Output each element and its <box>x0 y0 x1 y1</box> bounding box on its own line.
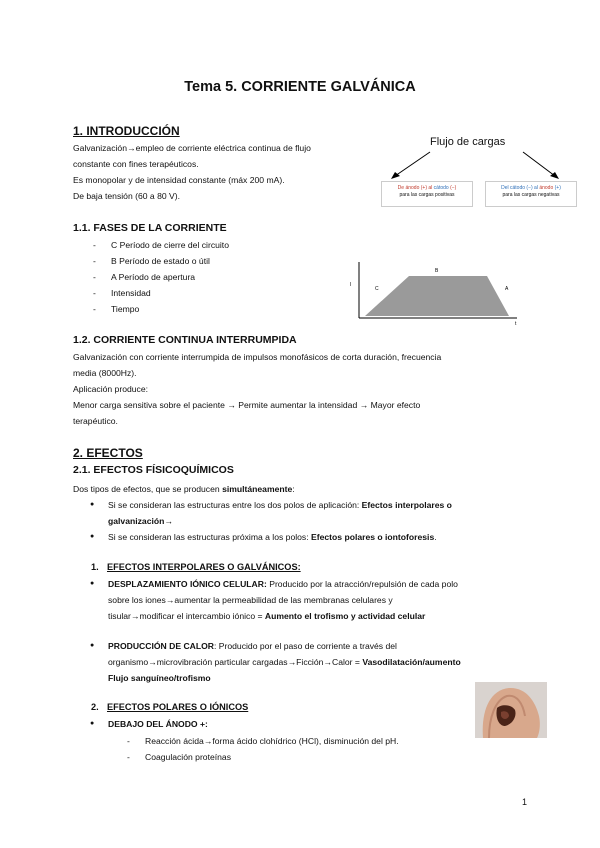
text-line: media (8000Hz). <box>73 368 137 378</box>
intro-heading: 1. INTRODUCCIÓN <box>73 124 180 138</box>
effects-intro: Dos tipos de efectos, que se producen simultáneamente: <box>73 484 295 494</box>
intro-line: Galvanización→empleo de corriente eléctrica continua de flujo <box>73 143 311 153</box>
intro-text <box>73 140 373 204</box>
effects-heading: 2. EFECTOS <box>73 446 143 460</box>
intro-line: De baja tensión (60 a 80 V). <box>73 191 181 201</box>
text-line: terapéutico. <box>73 416 118 426</box>
label-i: I <box>350 282 352 288</box>
interrupted-text <box>73 349 533 429</box>
text-line: Galvanización con corriente interrumpida de impulsos monofásicos de corta duración, frecuencia <box>73 352 442 362</box>
interrupted-heading: 1.2. CORRIENTE CONTINUA INTERRUMPIDA <box>73 334 297 346</box>
text-line: Menor carga sensitiva sobre el paciente → Permite aumentar la intensidad → Mayor efecto <box>73 400 421 410</box>
list-item: - Reacción ácida→forma ácido clohídrico (HCl), disminución del pH. <box>127 733 399 749</box>
phases-list <box>93 237 229 317</box>
anode-to-cathode-box: De ánodo (+) al cátodo (−) para las cargas positivas <box>381 181 473 207</box>
interpolar-heading: 1. EFECTOS INTERPOLARES O GALVÁNICOS: <box>91 562 301 572</box>
list-item: - Tiempo <box>93 301 229 317</box>
physchem-heading: 2.1. EFECTOS FÍSICOQUÍMICOS <box>73 464 234 476</box>
list-item: ● DEBAJO DEL ÁNODO +: <box>88 716 208 732</box>
list-item: - Intensidad <box>93 285 229 301</box>
list-item: ● DESPLAZAMIENTO IÓNICO CELULAR: Producido por la atracción/repulsión de cada polo sobre los iones→aumentar la permeabilidad de las membranas celulares y tisular→modificar el intercambio iónico = Aumento el trofismo y actividad celular <box>88 576 533 624</box>
anode-effects-list <box>127 733 399 765</box>
label-b: B <box>435 268 439 274</box>
charge-flow-title: Flujo de cargas <box>430 136 506 148</box>
label-c: C <box>375 286 379 292</box>
intro-line: constante con fines terapéuticos. <box>73 159 199 169</box>
phases-heading: 1.1. FASES DE LA CORRIENTE <box>73 222 227 234</box>
label-a: A <box>505 286 509 292</box>
list-item: ● Si se consideran las estructuras entre los dos polos de aplicación: Efectos interpolares o galvanización→ <box>88 497 528 529</box>
text-line: Aplicación produce: <box>73 384 149 394</box>
page-number: 1 <box>522 797 528 807</box>
list-item: - C Período de cierre del circuito <box>93 237 229 253</box>
list-item: - B Período de estado o útil <box>93 253 229 269</box>
cathode-to-anode-box: Del cátodo (−) al ánodo (+) para las cargas negativas <box>485 181 577 207</box>
effects-list <box>88 497 528 545</box>
polar-list <box>88 716 208 732</box>
intro-line: Es monopolar y de intensidad constante (máx 200 mA). <box>73 175 285 185</box>
phase-chart <box>347 260 527 326</box>
list-item: - A Período de apertura <box>93 269 229 285</box>
list-item: - Coagulación proteínas <box>127 749 399 765</box>
charge-flow-figure <box>375 132 580 210</box>
label-t: t <box>515 321 517 326</box>
list-item: ● Si se consideran las estructuras próxima a los polos: Efectos polares o iontoforesis. <box>88 529 528 545</box>
polar-heading: 2. EFECTOS POLARES O IÓNICOS <box>91 702 249 712</box>
page-title: Tema 5. CORRIENTE GALVÁNICA <box>184 79 416 95</box>
phase-trapezoid <box>365 276 509 316</box>
interpolar-list <box>88 576 533 686</box>
finger-burn-photo <box>475 682 547 738</box>
list-item: ● PRODUCCIÓN DE CALOR: Producido por el paso de corriente a través del organismo→microvibración particular cargadas→Ficción→Calor = Vasodilatación/aumento Flujo sanguíneo/trofismo <box>88 638 533 686</box>
